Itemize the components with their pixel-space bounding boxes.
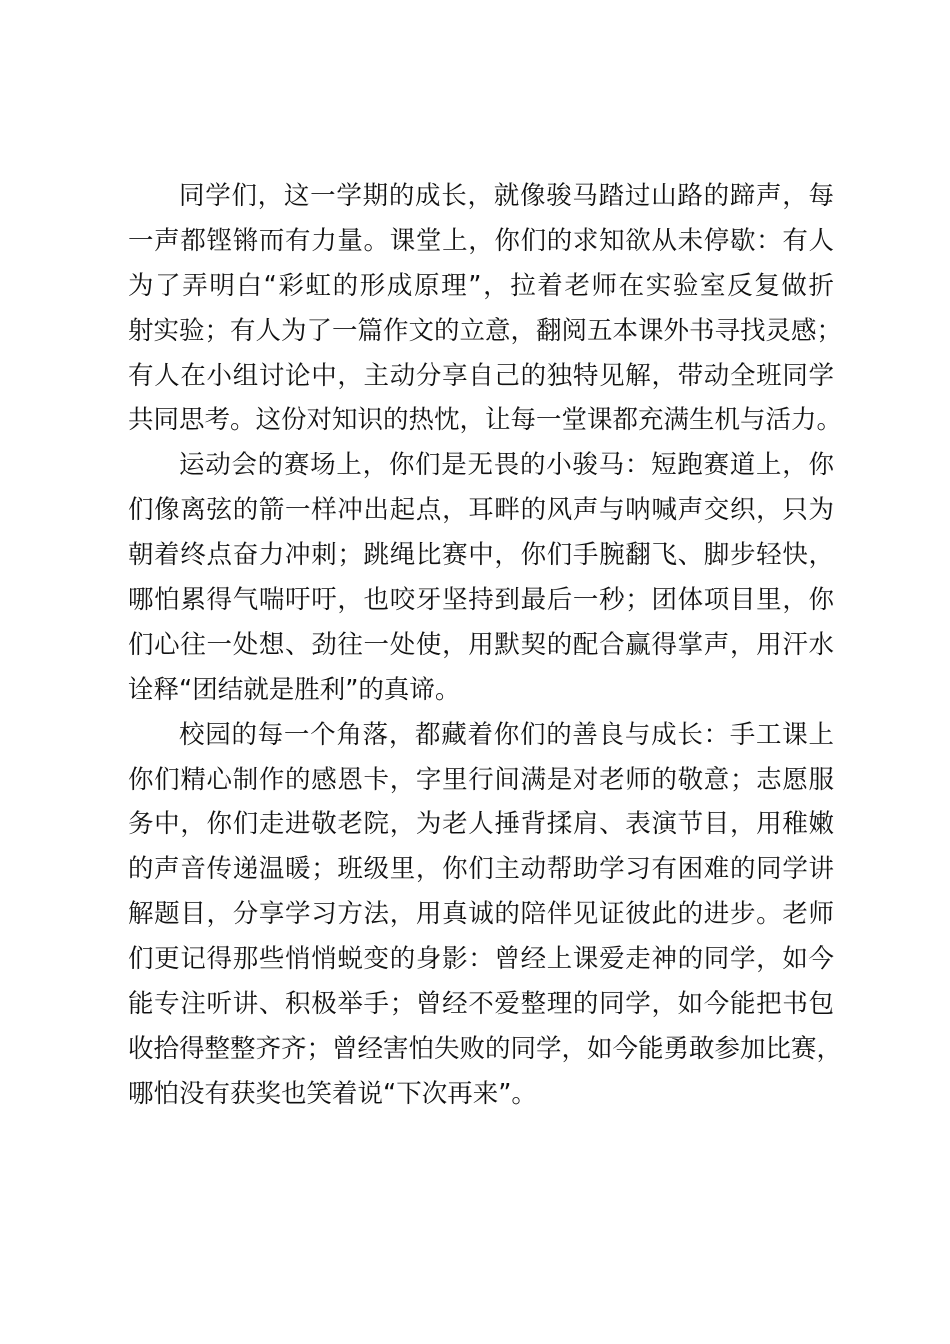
paragraph-2-line-4: 哪怕累得气喘吁吁，也咬牙坚持到最后一秒；团体项目里，你 bbox=[128, 585, 834, 616]
paragraph-3-line-8: 收拾得整整齐齐；曾经害怕失败的同学，如今能勇敢参加比赛， bbox=[128, 1033, 843, 1064]
paragraph-2-line-5: 们心往一处想、劲往一处使，用默契的配合赢得掌声，用汗水 bbox=[128, 629, 834, 660]
paragraph-3-line-3: 务中，你们走进敬老院，为老人捶背揉肩、表演节目，用稚嫩 bbox=[128, 809, 834, 840]
paragraph-3-line-2: 你们精心制作的感恩卡，字里行间满是对老师的敬意；志愿服 bbox=[128, 764, 834, 795]
paragraph-1-line-5: 有人在小组讨论中，主动分享自己的独特见解，带动全班同学 bbox=[128, 360, 834, 391]
paragraph-1-line-1: 同学们，这一学期的成长，就像骏马踏过山路的蹄声，每 bbox=[179, 181, 834, 211]
paragraph-1-line-2: 一声都铿锵而有力量。课堂上，你们的求知欲从未停歇：有人 bbox=[128, 225, 834, 256]
paragraph-3-line-4: 的声音传递温暖；班级里，你们主动帮助学习有困难的同学讲 bbox=[128, 854, 834, 885]
paragraph-2-line-3: 朝着终点奋力冲刺；跳绳比赛中，你们手腕翻飞、脚步轻快， bbox=[128, 540, 834, 571]
paragraph-1-line-6: 共同思考。这份对知识的热忱，让每一堂课都充满生机与活力。 bbox=[128, 405, 843, 436]
paragraph-2-line-6: 诠释“团结就是胜利”的真谛。 bbox=[128, 674, 461, 705]
paragraph-3-line-9: 哪怕没有获奖也笑着说“下次再来”。 bbox=[128, 1078, 537, 1109]
paragraph-3-line-5: 解题目，分享学习方法，用真诚的陪伴见证彼此的进步。老师 bbox=[128, 899, 834, 930]
paragraph-3-line-7: 能专注听讲、积极举手；曾经不爱整理的同学，如今能把书包 bbox=[128, 989, 834, 1020]
paragraph-1-line-4: 射实验；有人为了一篇作文的立意，翻阅五本课外书寻找灵感； bbox=[128, 315, 843, 346]
paragraph-3-line-1: 校园的每一个角落，都藏着你们的善良与成长：手工课上 bbox=[179, 719, 834, 750]
paragraph-3-line-6: 们更记得那些悄悄蜕变的身影：曾经上课爱走神的同学，如今 bbox=[128, 944, 834, 975]
paragraph-2-line-1: 运动会的赛场上，你们是无畏的小骏马：短跑赛道上，你 bbox=[179, 450, 834, 481]
paragraph-2-line-2: 们像离弦的箭一样冲出起点，耳畔的风声与呐喊声交织，只为 bbox=[128, 495, 834, 526]
body-text bbox=[128, 174, 843, 1117]
paragraph-1-line-3: 为了弄明白“彩虹的形成原理”，拉着老师在实验室反复做折 bbox=[128, 270, 834, 301]
